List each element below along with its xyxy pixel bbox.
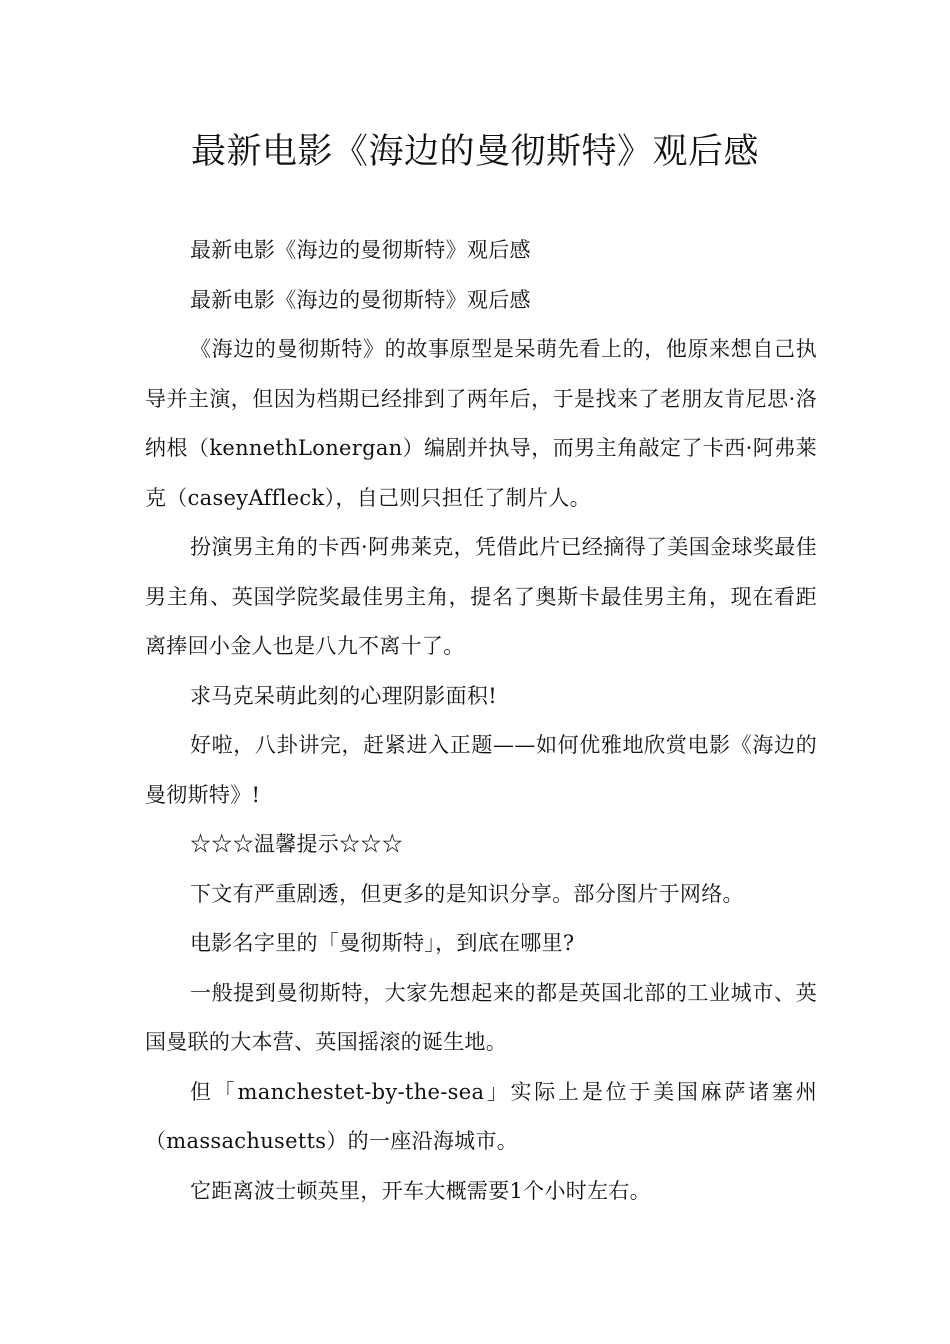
paragraph: 求马克呆萌此刻的心理阴影面积! [190,683,497,708]
paragraph: 下文有严重剧透，但更多的是知识分享。部分图片于网络。 [190,881,744,906]
paragraph: 电影名字里的「曼彻斯特」，到底在哪里? [190,931,575,955]
paragraph: 最新电影《海边的曼彻斯特》观后感 [190,238,531,262]
paragraph: 好啦，八卦讲完，赶紧进入正题——如何优雅地欣赏电影《海边的曼彻斯特》! [145,733,817,807]
paragraph: 《海边的曼彻斯特》的故事原型是呆萌先看上的，他原来想自己执导并主演，但因为档期已经排到了两年后，于是找来了老朋友肯尼思·洛纳根（kennethLonergan）编剧并执导，而男主角敲定了卡西·阿弗莱克（caseyAffleck），自己则只担任了制片人。 [145,337,817,510]
paragraph: 扮演男主角的卡西·阿弗莱克，凭借此片已经摘得了美国金球奖最佳男主角、英国学院奖最佳男主角，提名了奥斯卡最佳男主角，现在看距离捧回小金人也是八九不离十了。 [145,535,817,658]
paragraph: 但「manchestet-by-the-sea」实际上是位于美国麻萨诸塞州（massachusetts）的一座沿海城市。 [145,1079,817,1153]
document-body [145,226,817,1216]
document-title: 最新电影《海边的曼彻斯特》观后感 [190,132,759,172]
paragraph: 最新电影《海边的曼彻斯特》观后感 [190,287,531,312]
paragraph: ☆☆☆温馨提示☆☆☆ [190,832,403,856]
paragraph: 它距离波士顿英里，开车大概需要1个小时左右。 [190,1178,651,1203]
paragraph: 一般提到曼彻斯特，大家先想起来的都是英国北部的工业城市、英国曼联的大本营、英国摇滚的诞生地。 [145,980,817,1054]
